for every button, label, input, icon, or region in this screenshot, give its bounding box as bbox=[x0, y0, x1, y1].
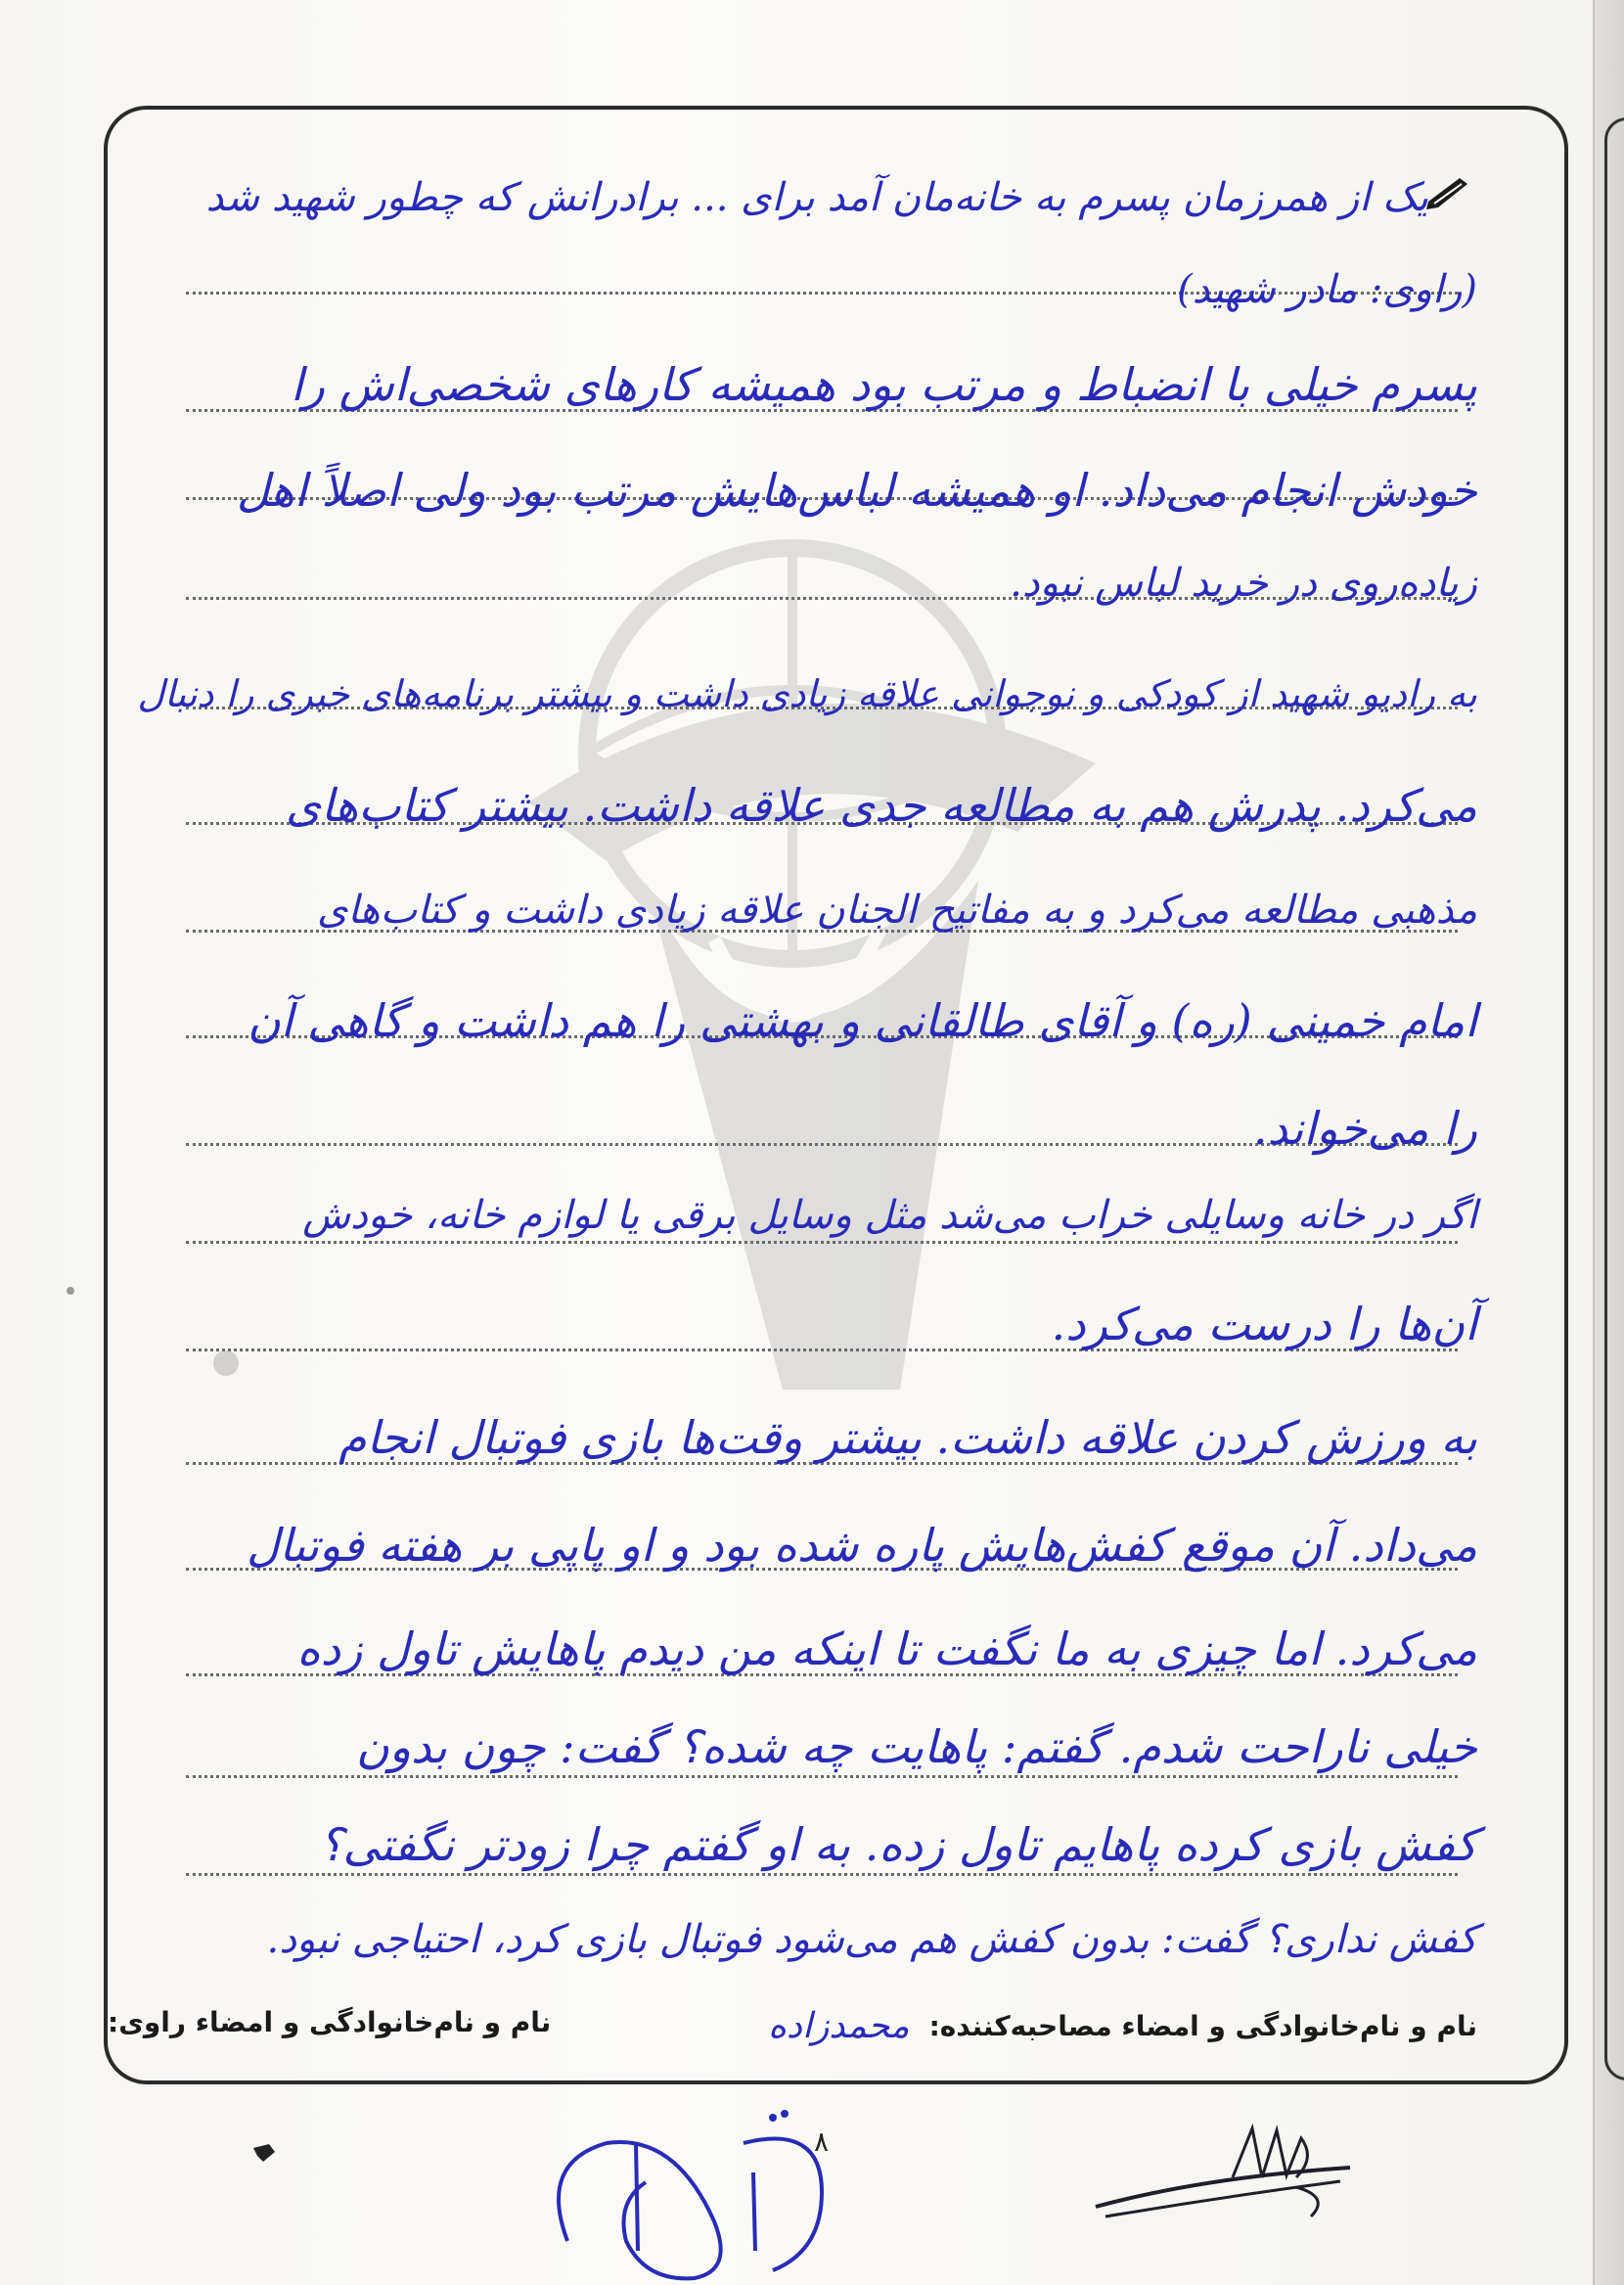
ruled-line bbox=[186, 1773, 1458, 1778]
interviewer-label: نام و نام‌خانوادگی و امضاء مصاحبه‌کننده: bbox=[928, 2010, 1477, 2042]
handwritten-line: می‌کرد. اما چیزی به ما نگفت تا اینکه من دیدم پاهایش تاول زده bbox=[296, 1622, 1477, 1675]
handwritten-line: (راوی: مادر شهید) bbox=[1177, 267, 1477, 312]
ruled-line bbox=[186, 1871, 1458, 1876]
handwritten-line: یک از همرزمان پسرم به خانه‌مان آمد برای ... برادرانش که چطور شهید شد bbox=[205, 175, 1428, 220]
handwritten-line: کفش بازی کرده پاهایم تاول زده. به او گفتم چرا زودتر نگفتی؟ bbox=[319, 1818, 1477, 1871]
handwritten-line: مذهبی مطالعه می‌کرد و به مفاتیح الجنان علاقه زیادی داشت و کتاب‌های bbox=[317, 888, 1477, 933]
handwritten-line: به ورزش کردن علاقه داشت. بیشتر وقت‌ها بازی فوتبال انجام bbox=[338, 1411, 1477, 1464]
handwritten-line: زیاده‌روی در خرید لباس نبود. bbox=[1010, 561, 1477, 606]
interviewer-block bbox=[768, 2006, 1477, 2046]
watermark-emblem bbox=[470, 509, 1154, 1390]
interviewer-name: محمدزاده bbox=[768, 2006, 910, 2046]
handwritten-line: می‌داد. آن موقع کفش‌هایش پاره شده بود و او پاپی بر هفته فوتبال bbox=[246, 1519, 1477, 1572]
handwritten-line: اگر در خانه وسایلی خراب می‌شد مثل وسایل برقی یا لوازم خانه، خودش bbox=[302, 1193, 1477, 1238]
handwritten-line: آن‌ها را درست می‌کرد. bbox=[1051, 1298, 1477, 1350]
handwritten-line: پسرم خیلی با انضباط و مرتب بود همیشه کارهای شخصی‌اش را bbox=[290, 358, 1477, 411]
ink-speck bbox=[213, 1350, 239, 1376]
adjacent-page-frame bbox=[1604, 117, 1624, 2080]
interviewer-signature bbox=[1086, 2119, 1360, 2236]
pencil-icon bbox=[1424, 172, 1473, 211]
handwritten-line: خیلی ناراحت شدم. گفتم: پاهایت چه شده؟ گفت: چون بدون bbox=[356, 1720, 1477, 1773]
handwritten-line: امام خمینی (ره) و آقای طالقانی و بهشتی را هم داشت و گاهی آن bbox=[247, 994, 1477, 1047]
handwritten-line: کفش نداری؟ گفت: بدون کفش هم می‌شود فوتبال بازی کرد، احتیاجی نبود. bbox=[266, 1917, 1477, 1962]
ink-speck bbox=[67, 1287, 74, 1295]
page-number: ۸ bbox=[814, 2125, 830, 2158]
handwritten-line: می‌کرد. پدرش هم به مطالعه جدی علاقه داشت. بیشتر کتاب‌های bbox=[286, 779, 1477, 832]
handwritten-line: به رادیو شهید از کودکی و نوجوانی علاقه زیادی داشت و بیشتر برنامه‌های خبری را دنبال bbox=[137, 672, 1477, 715]
narrator-signature bbox=[528, 2104, 880, 2285]
ink-blot bbox=[249, 2138, 279, 2168]
signature-footer bbox=[108, 2006, 1477, 2046]
ruled-line bbox=[186, 1239, 1458, 1244]
handwritten-line: خودش انجام می‌داد. او همیشه لباس‌هایش مرتب بود ولی اصلاً اهل bbox=[236, 464, 1477, 517]
narrator-label: نام و نام‌خانوادگی و امضاء راوی: bbox=[108, 2006, 552, 2038]
handwritten-line: را می‌خواند. bbox=[1252, 1102, 1477, 1155]
